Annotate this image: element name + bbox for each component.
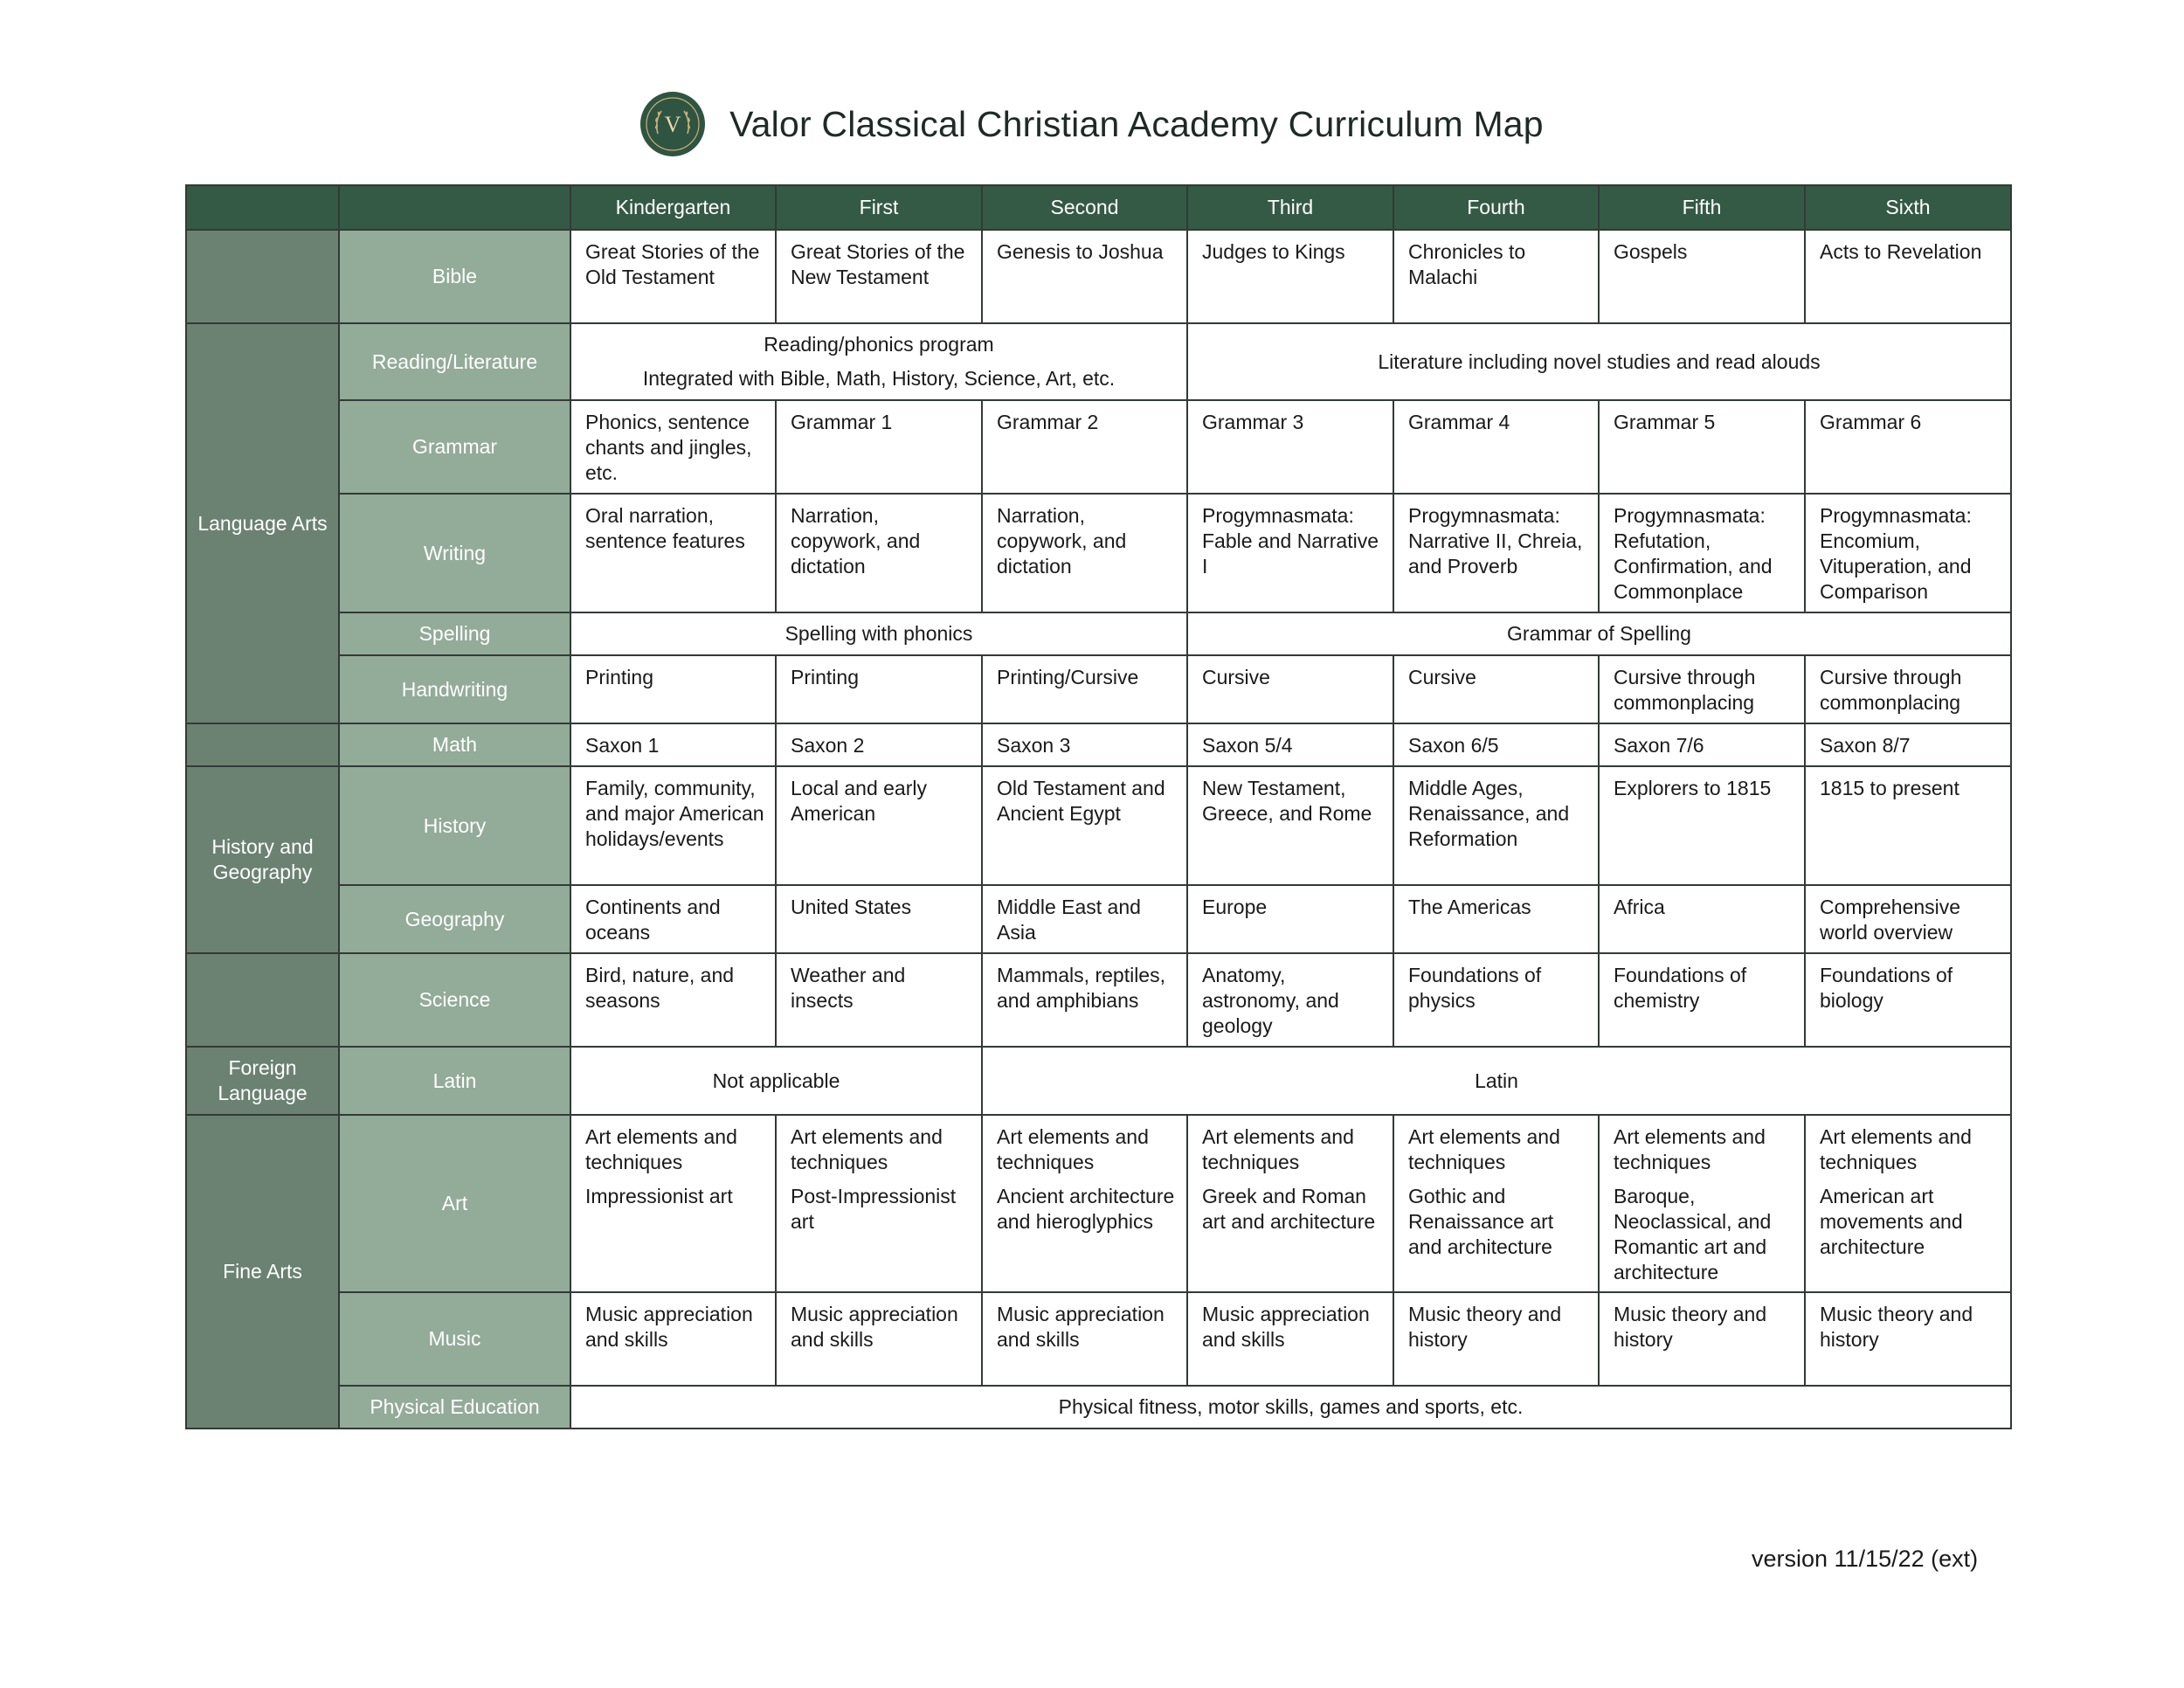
table-cell: Comprehensive world overview (1805, 885, 2011, 953)
spanning-cell: Not applicable (570, 1047, 982, 1115)
table-cell: Bird, nature, and seasons (570, 953, 776, 1047)
table-cell: Judges to Kings (1187, 230, 1393, 323)
table-cell: Phonics, sentence chants and jingles, etc. (570, 400, 776, 494)
table-cell: Grammar 2 (982, 400, 1187, 494)
grade-header-row (186, 185, 2011, 230)
col-header: Kindergarten (570, 185, 776, 230)
spanning-cell: Latin (982, 1047, 2011, 1115)
logo-letter: V (664, 112, 681, 137)
subject-label: Bible (339, 230, 570, 323)
table-cell: Middle East and Asia (982, 885, 1187, 953)
row-latin (186, 1047, 2011, 1115)
cell-line: Baroque, Neoclassical, and Romantic art and architecture (1614, 1185, 1772, 1283)
row-writing (186, 494, 2011, 612)
table-cell (570, 1115, 776, 1292)
page-header (0, 92, 2184, 156)
category-foreign-language: Foreign Language (186, 1047, 339, 1115)
subject-label: Music (339, 1292, 570, 1386)
table-cell: Cursive through commonplacing (1599, 655, 1805, 723)
row-music (186, 1292, 2011, 1386)
page-title: Valor Classical Christian Academy Curriculum Map (729, 103, 1544, 144)
row-physical-education (186, 1386, 2011, 1429)
row-handwriting (186, 655, 2011, 723)
curriculum-table (185, 184, 2012, 1429)
subject-label: Geography (339, 885, 570, 953)
table-cell (1805, 1115, 2011, 1292)
cell-line: Greek and Roman art and architecture (1202, 1185, 1376, 1233)
subject-label: Reading/Literature (339, 323, 570, 400)
table-cell: The Americas (1393, 885, 1599, 953)
cell-line: American art movements and architecture (1820, 1185, 1963, 1258)
table-cell: Saxon 6/5 (1393, 723, 1599, 766)
table-cell: Mammals, reptiles, and amphibians (982, 953, 1187, 1047)
spanning-cell: Grammar of Spelling (1187, 612, 2011, 655)
table-cell: Music appreciation and skills (982, 1292, 1187, 1386)
table-cell: Progymnasmata: Fable and Narrative I (1187, 494, 1393, 612)
table-cell: Continents and oceans (570, 885, 776, 953)
table-cell: Progymnasmata: Narrative II, Chreia, and Proverb (1393, 494, 1599, 612)
row-reading (186, 323, 2011, 400)
subject-label: Latin (339, 1047, 570, 1115)
cell-line: Art elements and techniques (791, 1125, 943, 1173)
row-spelling (186, 612, 2011, 655)
subject-label: Grammar (339, 400, 570, 494)
version-label: version 11/15/22 (ext) (1752, 1546, 1979, 1572)
spanning-cell: Literature including novel studies and read alouds (1187, 323, 2011, 400)
table-cell: Grammar 6 (1805, 400, 2011, 494)
subject-label: Science (339, 953, 570, 1047)
table-cell: Foundations of physics (1393, 953, 1599, 1047)
row-grammar (186, 400, 2011, 494)
table-cell: Saxon 2 (776, 723, 982, 766)
subject-label: Art (339, 1115, 570, 1292)
table-cell: Music appreciation and skills (570, 1292, 776, 1386)
col-header: Third (1187, 185, 1393, 230)
table-cell: Saxon 3 (982, 723, 1187, 766)
cell-line: Art elements and techniques (1408, 1125, 1560, 1173)
table-cell: Europe (1187, 885, 1393, 953)
table-cell (1393, 1115, 1599, 1292)
category-empty (186, 230, 339, 323)
table-cell: New Testament, Greece, and Rome (1187, 766, 1393, 885)
table-cell: Progymnasmata: Encomium, Vituperation, and Comparison (1805, 494, 2011, 612)
table-cell: Great Stories of the Old Testament (570, 230, 776, 323)
table-cell: Genesis to Joshua (982, 230, 1187, 323)
table-cell: Saxon 8/7 (1805, 723, 2011, 766)
table-cell: Africa (1599, 885, 1805, 953)
table-cell: Foundations of chemistry (1599, 953, 1805, 1047)
corner-cell (339, 185, 570, 230)
subject-label: Spelling (339, 612, 570, 655)
table-cell: 1815 to present (1805, 766, 2011, 885)
table-cell: Weather and insects (776, 953, 982, 1047)
table-cell: Middle Ages, Renaissance, and Reformation (1393, 766, 1599, 885)
cell-line: Gothic and Renaissance art and architecture (1408, 1185, 1554, 1258)
cell-line: Art elements and techniques (1614, 1125, 1766, 1173)
cell-line: Art elements and techniques (585, 1125, 737, 1173)
table-cell: Cursive (1187, 655, 1393, 723)
table-cell: Music theory and history (1805, 1292, 2011, 1386)
category-language-arts: Language Arts (186, 323, 339, 723)
table-cell: United States (776, 885, 982, 953)
row-bible (186, 230, 2011, 323)
cell-line: Art elements and techniques (997, 1125, 1149, 1173)
cell-line: Art elements and techniques (1202, 1125, 1354, 1173)
table-cell: Music appreciation and skills (776, 1292, 982, 1386)
table-cell: Acts to Revelation (1805, 230, 2011, 323)
spanning-cell: Physical fitness, motor skills, games and sports, etc. (570, 1386, 2011, 1429)
col-header: Second (982, 185, 1187, 230)
subject-label: Math (339, 723, 570, 766)
table-cell: Chronicles to Malachi (1393, 230, 1599, 323)
table-cell: Cursive (1393, 655, 1599, 723)
table-cell (1187, 1115, 1393, 1292)
cell-line: Reading/phonics program (764, 333, 994, 356)
subject-label: Physical Education (339, 1386, 570, 1429)
table-cell: Narration, copywork, and dictation (982, 494, 1187, 612)
subject-label: Writing (339, 494, 570, 612)
category-history-geography: History and Geography (186, 766, 339, 953)
table-cell: Grammar 1 (776, 400, 982, 494)
col-header: Fifth (1599, 185, 1805, 230)
category-fine-arts: Fine Arts (186, 1115, 339, 1429)
spanning-cell: Spelling with phonics (570, 612, 1187, 655)
table-cell: Progymnasmata: Refutation, Confirmation, and Commonplace (1599, 494, 1805, 612)
row-math (186, 723, 2011, 766)
table-cell: Music appreciation and skills (1187, 1292, 1393, 1386)
table-cell: Printing/Cursive (982, 655, 1187, 723)
corner-cell (186, 185, 339, 230)
row-science (186, 953, 2011, 1047)
cell-line: Ancient architecture and hieroglyphics (997, 1185, 1175, 1233)
col-header: Sixth (1805, 185, 2011, 230)
table-cell: Gospels (1599, 230, 1805, 323)
table-cell: Grammar 5 (1599, 400, 1805, 494)
row-geography (186, 885, 2011, 953)
cell-line: Impressionist art (585, 1185, 733, 1207)
row-art (186, 1115, 2011, 1292)
table-cell: Grammar 4 (1393, 400, 1599, 494)
table-cell (1599, 1115, 1805, 1292)
subject-label: History (339, 766, 570, 885)
col-header: First (776, 185, 982, 230)
category-empty (186, 723, 339, 766)
cell-line: Post-Impressionist art (791, 1185, 957, 1233)
cell-line: Integrated with Bible, Math, History, Science, Art, etc. (642, 367, 1116, 390)
col-header: Fourth (1393, 185, 1599, 230)
table-cell: Saxon 7/6 (1599, 723, 1805, 766)
table-cell: Saxon 1 (570, 723, 776, 766)
row-history (186, 766, 2011, 885)
school-crest-logo (640, 92, 705, 156)
table-cell: Local and early American (776, 766, 982, 885)
table-cell: Printing (776, 655, 982, 723)
spanning-cell (570, 323, 1187, 400)
table-cell: Music theory and history (1393, 1292, 1599, 1386)
table-cell: Great Stories of the New Testament (776, 230, 982, 323)
table-cell: Saxon 5/4 (1187, 723, 1393, 766)
table-cell: Family, community, and major American holidays/events (570, 766, 776, 885)
table-cell (982, 1115, 1187, 1292)
table-cell: Foundations of biology (1805, 953, 2011, 1047)
table-cell: Old Testament and Ancient Egypt (982, 766, 1187, 885)
table-cell: Printing (570, 655, 776, 723)
table-cell (776, 1115, 982, 1292)
table-cell: Anatomy, astronomy, and geology (1187, 953, 1393, 1047)
subject-label: Handwriting (339, 655, 570, 723)
table-cell: Explorers to 1815 (1599, 766, 1805, 885)
table-cell: Cursive through commonplacing (1805, 655, 2011, 723)
cell-line: Art elements and techniques (1820, 1125, 1972, 1173)
table-cell: Narration, copywork, and dictation (776, 494, 982, 612)
table-cell: Grammar 3 (1187, 400, 1393, 494)
table-cell: Oral narration, sentence features (570, 494, 776, 612)
table-cell: Music theory and history (1599, 1292, 1805, 1386)
category-empty (186, 953, 339, 1047)
